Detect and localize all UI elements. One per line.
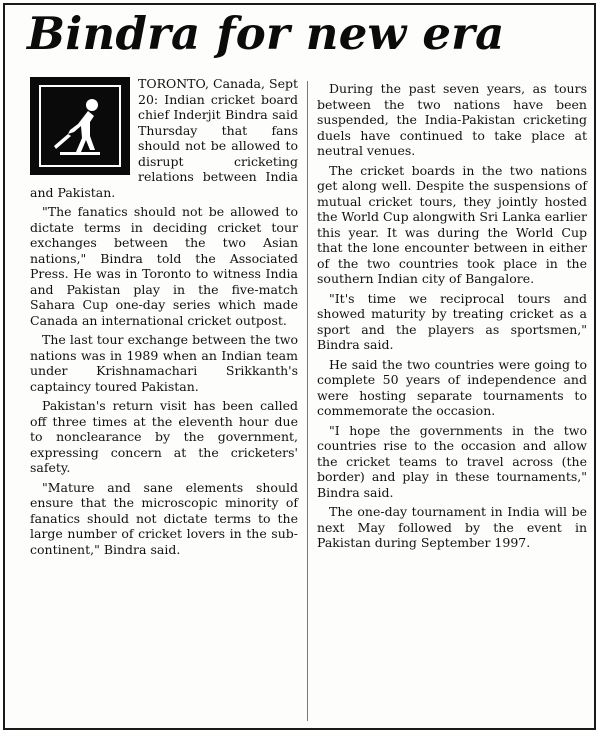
article-column-1 bbox=[30, 76, 298, 561]
paragraph: "Mature and sane elements should ensure that the microscopic minority of fanatics should not dictate terms to the large number of cricket lovers in the sub-continent," Bindra said. bbox=[30, 479, 298, 557]
paragraph: The one-day tournament in India will be next May followed by the event in Pakistan during September 1997. bbox=[317, 504, 587, 550]
paragraph: "I hope the governments in the two countries rise to the occasion and allow the cricket teams to travel across (the border) and play in these tournaments," Bindra said. bbox=[317, 422, 587, 500]
column-divider bbox=[307, 81, 308, 721]
logo-spacer bbox=[30, 76, 138, 176]
paragraph: "It's time we reciprocal tours and showed maturity by treating cricket as a sport and the players as sportsmen," Bindra said. bbox=[317, 290, 587, 352]
paragraph: During the past seven years, as tours between the two nations have been suspended, the India-Pakistan cricketing duels have continued to take place at neutral venues. bbox=[317, 81, 587, 158]
paragraph: TORONTO, Canada, Sept 20: Indian cricket board chief Inderjit Bindra said Thursday that fans should not be allowed to disrupt cricketing relations between India and Pakistan. bbox=[30, 76, 298, 200]
paragraph: Pakistan's return visit has been called off three times at the eleventh hour due to nonclearance by the government, expressing concern at the cricketers' safety. bbox=[30, 398, 298, 475]
newspaper-clipping bbox=[3, 3, 596, 730]
paragraph: The last tour exchange between the two nations was in 1989 when an Indian team under Krishnamachari Srikkanth's captaincy toured Pakistan. bbox=[30, 332, 298, 394]
article-column-2 bbox=[317, 81, 587, 555]
paragraph: "The fanatics should not be allowed to dictate terms in deciding cricket tour exchanges between the two Asian nations," Bindra told the Associated Press. He was in Toronto to witness India and Pakistan play in the five-match Sahara Cup one-day series which made Canada an international cricket outpost. bbox=[30, 204, 298, 328]
paragraph: The cricket boards in the two nations get along well. Despite the suspensions of mutual cricket tours, they jointly hosted the World Cup alongwith Sri Lanka earlier this year. It was during the World Cup that the lone encounter between in either of the two countries took place in the southern Indian city of Bangalore. bbox=[317, 162, 587, 286]
paragraph: He said the two countries were going to complete 50 years of independence and were hosting separate tournaments to commemorate the occasion. bbox=[317, 356, 587, 418]
headline: Bindra for new era bbox=[27, 7, 505, 60]
